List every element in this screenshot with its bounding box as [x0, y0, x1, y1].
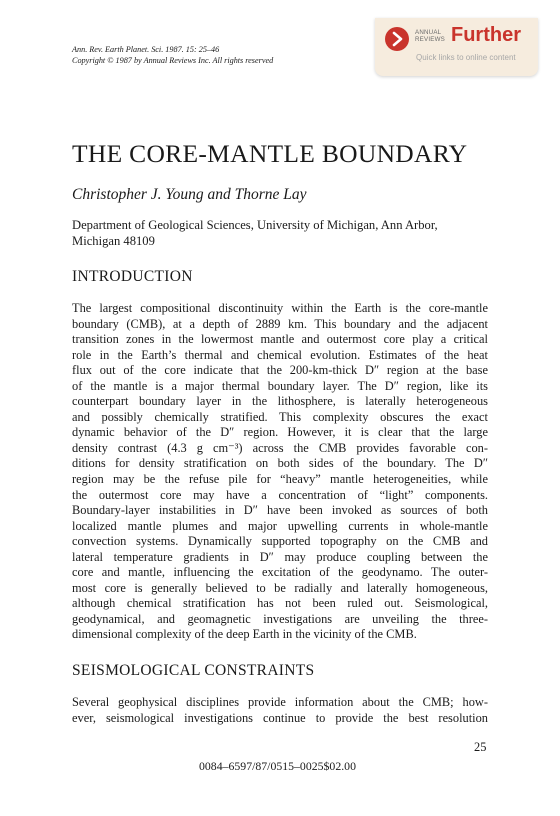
text-line: Several geophysical disciplines provide information about the CMB; how-: [72, 695, 488, 709]
text-line: most core is generally believed to be radially and laterally homogeneous,: [72, 580, 488, 595]
text-line: The largest compositional discontinuity within the Earth is the core-mantle: [72, 301, 488, 315]
text-line: core and mantle, influencing the excitation of the geodynamo. The outer-: [72, 565, 488, 580]
text-line: transition zones in the lowermost mantle and outermost core play a critical: [72, 332, 488, 347]
text-line: although chemical stratification has not been ruled out. Seismological,: [72, 596, 488, 611]
introduction-paragraph: [72, 301, 488, 643]
paper-title: THE CORE-MANTLE BOUNDARY: [72, 139, 468, 168]
text-line: and possibly chemically stratified. This complexity obscures the exact: [72, 409, 488, 424]
text-line: geodynamical, and geomagnetic investigations are unveiling the three-: [72, 611, 488, 626]
text-line: boundary (CMB), at a depth of 2889 km. This boundary and the adjacent: [72, 316, 488, 331]
text-line: counterpart boundary layer in the lithosphere, is laterally heterogeneous: [72, 394, 488, 409]
seismological-paragraph: [72, 695, 488, 726]
text-line: ditions for density stratification on both sides of the boundary. The D″: [72, 456, 488, 471]
page-number: 25: [474, 740, 487, 754]
text-line: convection systems. Dynamically supported topography on the CMB and: [72, 534, 488, 549]
section-heading-introduction: INTRODUCTION: [72, 268, 193, 285]
further-label: Further: [451, 24, 521, 46]
text-line: dynamic behavior of the D″ region. However, it is clear that the large: [72, 425, 488, 440]
text-line: the outermost core may have a concentration of “light” components.: [72, 487, 488, 502]
brand-line-1: ANNUAL: [415, 29, 442, 36]
author-affiliation: [72, 217, 492, 249]
citation-line-1: Ann. Rev. Earth Planet. Sci. 1987. 15: 25–46: [72, 45, 220, 54]
issn-code: 0084–6597/87/0515–0025$02.00: [199, 759, 356, 773]
citation-line-2: Copyright © 1987 by Annual Reviews Inc. All rights reserved: [72, 56, 274, 65]
annual-reviews-logo: [415, 29, 445, 43]
text-line: density contrast (4.3 g cm⁻³) across the CMB provides favorable con-: [72, 440, 488, 455]
text-line: ever, seismological investigations continue to provide the best resolution: [72, 710, 488, 725]
text-line: Boundary-layer instabilities in D″ have been invoked as sources of both: [72, 503, 488, 518]
section-heading-seismological-constraints: SEISMOLOGICAL CONSTRAINTS: [72, 662, 315, 679]
further-banner[interactable]: [375, 18, 538, 76]
text-line: role in the Earth’s thermal and chemical evolution. Estimates of the heat: [72, 347, 488, 362]
affiliation-line: Michigan 48109: [72, 234, 155, 248]
text-line: flux out of the core indicate that the 200-km-thick D″ region at the base: [72, 363, 488, 378]
paper-authors: Christopher J. Young and Thorne Lay: [72, 186, 307, 203]
text-line: localized mantle plumes and major upwelling currents in whole-mantle: [72, 518, 488, 533]
text-line: lateral temperature gradients in D″ may produce coupling between the: [72, 549, 488, 564]
text-line: of the mantle is a major thermal boundary layer. The D″ region, like its: [72, 378, 488, 393]
text-line: region may be the refuse pile for “heavy” mantle heterogeneities, while: [72, 472, 488, 487]
journal-citation: [72, 44, 273, 66]
brand-line-2: REVIEWS: [415, 36, 445, 43]
further-tagline: Quick links to online content: [416, 53, 516, 62]
affiliation-line: Department of Geological Sciences, University of Michigan, Ann Arbor,: [72, 218, 438, 232]
arrow-right-icon: [385, 27, 409, 51]
text-line: dimensional complexity of the deep Earth in the vicinity of the CMB.: [72, 627, 417, 642]
